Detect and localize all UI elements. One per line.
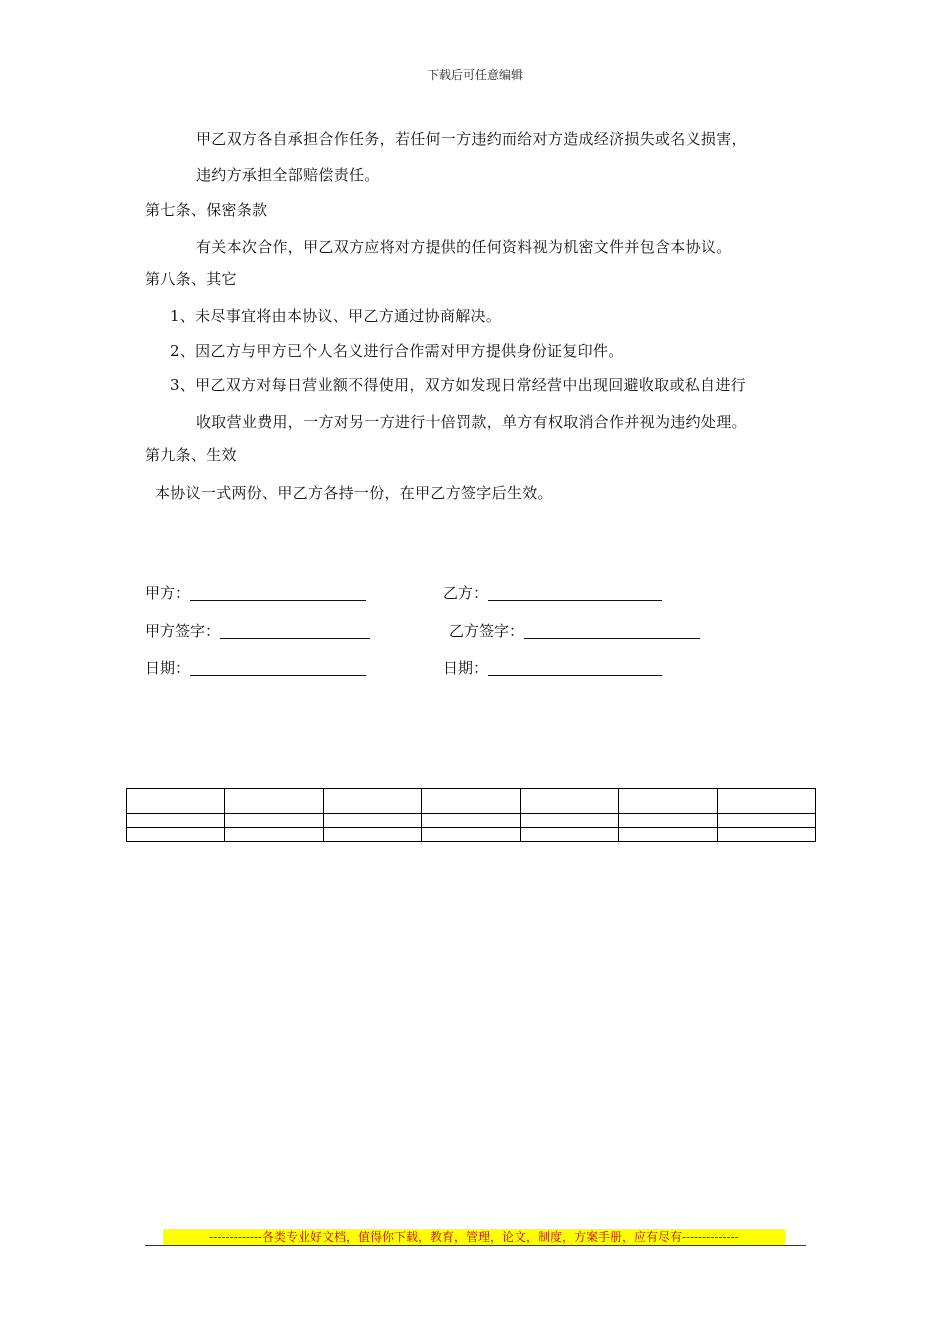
- article-8-item-1: 1、未尽事宜将由本协议、甲乙方通过协商解决。: [170, 307, 502, 325]
- table-cell: [127, 828, 225, 842]
- party-b-sign-label: 乙方签字：: [449, 622, 525, 640]
- table-cell: [717, 814, 815, 828]
- table-cell: [127, 789, 225, 814]
- party-b-blank[interactable]: [488, 585, 662, 601]
- party-a-blank[interactable]: [190, 585, 366, 601]
- table-cell: [225, 814, 323, 828]
- table-cell: [127, 814, 225, 828]
- party-b-field: [443, 582, 662, 603]
- table-cell: [225, 828, 323, 842]
- table-row: [127, 828, 816, 842]
- date-a-label: 日期：: [145, 659, 191, 677]
- liability-paragraph-line-1: 甲乙双方各自承担合作任务，若任何一方违约而给对方造成经济损失或名义损害，: [196, 130, 747, 148]
- table-cell: [619, 789, 717, 814]
- table-cell: [520, 828, 618, 842]
- party-a-sign-blank[interactable]: [220, 623, 370, 639]
- table-cell: [619, 814, 717, 828]
- table-row: [127, 789, 816, 814]
- article-8-item-3-line-1: 3、甲乙双方对每日营业额不得使用，双方如发现日常经营中出现回避收取或私自进行: [170, 376, 746, 394]
- table-cell: [422, 789, 520, 814]
- article-7-title: 第七条、保密条款: [145, 201, 268, 219]
- table-cell: [323, 814, 421, 828]
- article-9-title: 第九条、生效: [145, 446, 237, 464]
- footer-banner: -------------各类专业好文档，值得你下载，教育，管理，论文，制度，方案手册，应有尽有--------------: [163, 1229, 785, 1245]
- table-cell: [717, 828, 815, 842]
- article-9-text: 本协议一式两份、甲乙方各持一份，在甲乙方签字后生效。: [155, 484, 553, 502]
- table-cell: [619, 828, 717, 842]
- header-note: 下载后可任意编辑: [426, 68, 523, 82]
- table-cell: [422, 828, 520, 842]
- footer-divider: [145, 1245, 806, 1246]
- date-b-label: 日期：: [443, 659, 489, 677]
- article-8-item-3-line-2: 收取营业费用，一方对另一方进行十倍罚款，单方有权取消合作并视为违约处理。: [196, 413, 747, 431]
- table-cell: [225, 789, 323, 814]
- date-b-field: [443, 657, 662, 678]
- party-a-field: [145, 582, 366, 603]
- table-row: [127, 814, 816, 828]
- article-7-text: 有关本次合作，甲乙双方应将对方提供的任何资料视为机密文件并包含本协议。: [196, 238, 732, 256]
- table-cell: [422, 814, 520, 828]
- empty-table-body: [127, 789, 816, 842]
- table-cell: [717, 789, 815, 814]
- party-a-label: 甲方：: [145, 584, 191, 602]
- party-b-label: 乙方：: [443, 584, 489, 602]
- table-cell: [323, 789, 421, 814]
- article-8-item-2: 2、因乙方与甲方已个人名义进行合作需对甲方提供身份证复印件。: [170, 342, 624, 360]
- party-a-sign-label: 甲方签字：: [145, 622, 221, 640]
- empty-table: [126, 788, 816, 842]
- party-b-sign-blank[interactable]: [524, 623, 700, 639]
- date-a-blank[interactable]: [190, 660, 366, 676]
- date-a-field: [145, 657, 366, 678]
- table-cell: [323, 828, 421, 842]
- date-b-blank[interactable]: [488, 660, 662, 676]
- liability-paragraph-line-2: 违约方承担全部赔偿责任。: [196, 166, 380, 184]
- article-8-title: 第八条、其它: [145, 270, 237, 288]
- table-cell: [520, 814, 618, 828]
- party-b-sign-field: [449, 620, 700, 641]
- table-cell: [520, 789, 618, 814]
- party-a-sign-field: [145, 620, 370, 641]
